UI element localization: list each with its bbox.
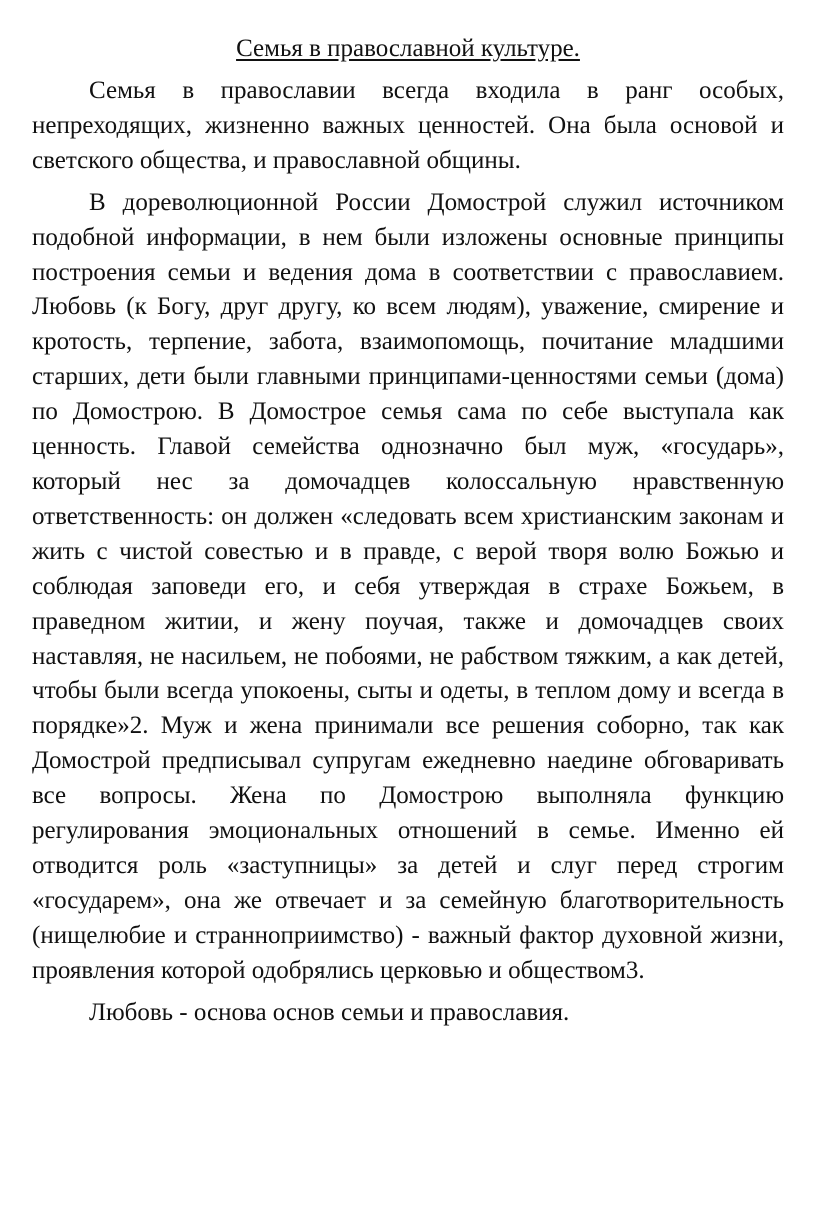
paragraph-love-foundation: Любовь - основа основ семьи и православия. (89, 998, 570, 1026)
document-page (32, 32, 784, 1030)
paragraph-family-values: Семья в православии всегда входила в ранг особых, непреходящих, жизненно важных ценностей. Она была основой и светского общества, и православной общины. (32, 77, 784, 174)
paragraph-domostroy: В дореволюционной России Домострой служил источником подобной информации, в нем были изложены основные принципы построения семьи и ведения дома в соответствии с православием. Любовь (к Богу, друг другу, ко всем людям), уважение, смирение и кротость, терпение, забота, взаимопомощь, почитание младшими старших, дети были главными принципами-ценностями семьи (дома) по Домострою. В Домострое семья сама по себе выступала как ценность. Главой семейства однозначно был муж, «государь», который нес за домочадцев колоссальную нравственную ответственность: он должен «следовать всем христианским законам и жить с чистой совестью и в правде, с верой творя волю Божью и соблюдая заповеди его, и себя утверждая в страхе Божьем, в праведном житии, и жену поучая, также и домочадцев своих наставляя, не насильем, не побоями, не рабством тяжким, а как детей, чтобы были всегда упокоены, сыты и одеты, в теплом дому и всегда в порядке»2. Муж и жена принимали все решения соборно, так как Домострой предписывал супругам ежедневно наедине обговаривать все вопросы. Жена по Домострою выполняла функцию регулирования эмоциональных отношений в семье. Именно ей отводится роль «заступницы» за детей и слуг перед строгим «государем», она же отвечает и за семейную благотворительность (нищелюбие и странноприимство) - важный фактор духовной жизни, проявления которой одобрялись церковью и обществом3. (32, 188, 784, 984)
document-title: Семья в православной культуре. (236, 35, 580, 62)
